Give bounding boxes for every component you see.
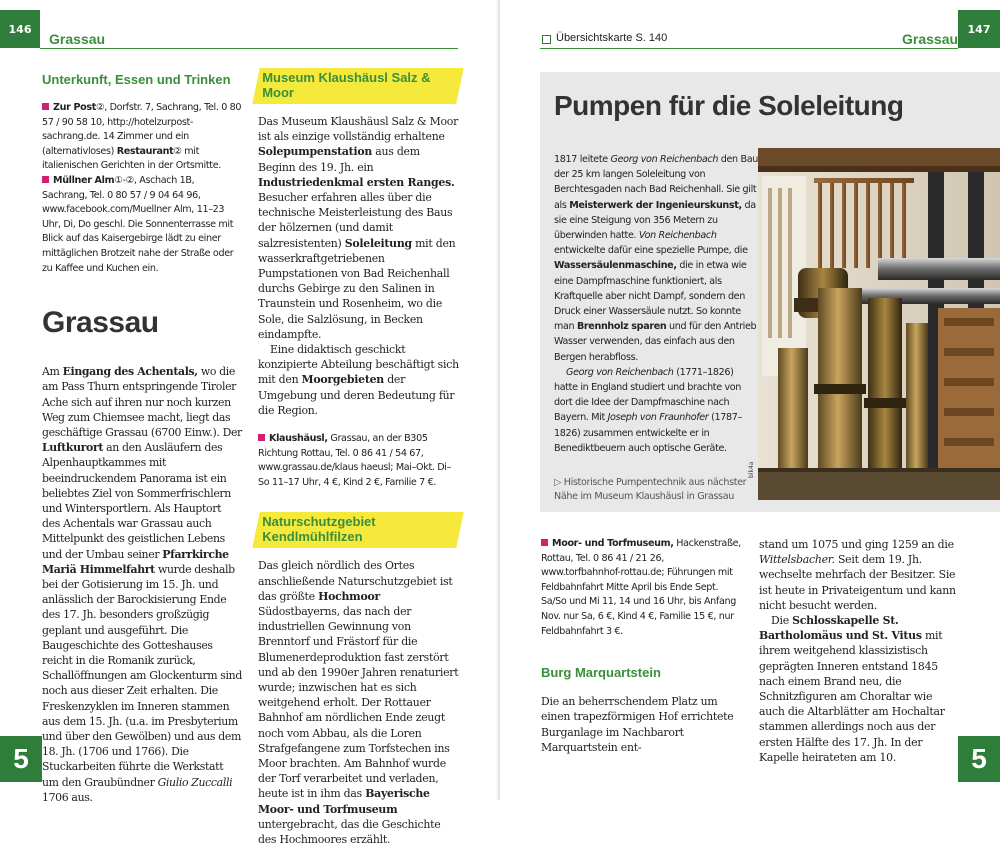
photo-credit: blk4a [748, 461, 755, 478]
moor-museum-info: Moor- und Torfmuseum, Hackenstraße, Rottau, Tel. 0 86 41 / 21 26, www.torfbahnhof-rottau.de; Führungen mit Feldbahnfahrt Mitte April bis Ende Sept. Sa/So und Mi 11, 14 und 16 Uhr, bis Anfang Nov. nur Sa, 6 €, Kind 4 €, Familie 15 €, nur Feldbahnfahrt 3 €. [541, 538, 741, 637]
caption-arrow-icon: ▷ [554, 477, 562, 488]
accommodation-entry-muellner-alm: Müllner Alm①-②, Aschach 1B, Sachrang, Tel. 0 80 57 / 9 04 64 96, www.facebook.com/Muellner Alm, 11–23 Uhr, Di, Do geschl. Die Sonnenterrasse mit Blick auf das Kaisergebirge lädt zu einer mittäglichen Brotzeit nahe der Straße oder zu Kaffee und Kuchen ein. [42, 174, 234, 274]
grassau-text: Am Eingang des Achentals, wo die am Pass Thurn entspringende Tiroler Ache sich auf ihren nur noch kurzen Weg zum Chiemsee macht, liegt das geschäftige Grassau (6700 Einw.). Der Luftkurort an den Ausläufern des Alpenhauptkammes mit beeindruckendem Panorama ist ein beliebtes Ziel von Sommerfrischlern und Wintersportlern. Als Hauptort des Achentals war Grassau auch Mittelpunkt des geistlichen Lebens und der Umbau seiner Pfarrkirche Mariä Himmelfahrt wurde deshalb bei der Gotisierung im 15. Jh. und anlässlich der Barockisierung Ende des 17. Jh. besonders großzügig geplant und ausgeführt. Die Baugeschichte des Gotteshauses reicht in die Romanik zurück, Schallöffnungen am Glockenturm sind noch aus dieser Zeit erhalten. Die Freskenzyklen im Inneren stammen aus dem 15. Jh. (u.a. im Presbyterium und über den Gewölben) und aus dem 18. Jh. (1706 und 1766). Die Stuckarbeiten führte die Werkstatt um den Graubündner Giulio Zuccalli 1706 aus. [42, 365, 242, 804]
header-rule-right [540, 48, 958, 49]
pump-machinery-illustration [758, 148, 1000, 500]
info-box-text: 1817 leitete Georg von Reichenbach den Bau der 25 km langen Soleleitung von Berchtesgaden nach Bad Reichenhall. Sie gilt als Meisterwerk der Ingenieurskunst, da sie eine Steigung von 356 Metern zu überwinden hatte. Von Reichenbach entwickelte dafür eine spezielle Pumpe, die Wassersäulenmaschine, die in etwa wie eine Dampfmaschine funktioniert, als Kraftquelle aber nicht Dampf, sondern den Druck einer Wassersäule nutzt. So konnte man Brennholz sparen und für den Antrieb Wasser verwenden, das einfach aus den Bergen herabfloss. [554, 154, 758, 363]
info-box-text-2: Georg von Reichenbach (1771–1826) hatte in England studiert und brachte von dort die Idee der Dampfmaschine nach Bayern. Mit Joseph von Fraunhofer (1787–1826) zusammen entwickelte er in Benediktbeuern auch optische Geräte. [554, 366, 742, 454]
nature-heading: Naturschutzgebiet Kendlmühlfilzen [262, 514, 376, 545]
grassau-heading: Grassau [42, 306, 159, 340]
museum-text-2: Eine didaktisch geschickt konzipierte Abteilung beschäftigt sich mit den Moorgebieten der Umgebung und deren Bedeutung für die Region. [258, 343, 459, 417]
chapter-marker-left: 5 [0, 736, 42, 782]
page-number-right: 147 [958, 10, 1000, 48]
museum-heading-highlight [252, 68, 464, 104]
burg-text-continued: stand um 1075 und ging 1259 an die Wittelsbacher. Seit dem 19. Jh. wechselte mehrfach der Besitzer. Sie ist heute in Privateigentum und kann nicht besucht werden. [759, 538, 956, 612]
chapel-text: Die Schlosskapelle St. Bartholomäus und St. Vitus mit ihrem weitgehend klassizistisch geprägten Inneren entstand 1845 nach einem Brand neu, die Schnitzfiguren am Choraltar wie auch die Altarblätter am Hochaltar stammen allerdings noch aus der ersten Hälfte des 17. Jh. In der Kapelle heirateten am 10. [759, 614, 945, 764]
map-ref-icon [542, 35, 551, 44]
left-column-1 [42, 72, 242, 805]
bullet-square-icon [541, 539, 548, 546]
bullet-square-icon [42, 176, 49, 183]
map-reference: Übersichtskarte S. 140 [556, 32, 668, 44]
accommodation-heading: Unterkunft, Essen und Trinken [42, 72, 231, 87]
photo-caption: ▷ Historische Pumpentechnik aus nächster Nähe im Museum Klaushäusl in Grassau [554, 477, 747, 502]
page-number-left: 146 [0, 10, 40, 48]
left-column-2 [258, 68, 460, 847]
museum-info: Klaushäusl, Grassau, an der B305 Richtung Rottau, Tel. 0 86 41 / 54 67, www.grassau.de/klaus haeusl; Mai–Okt. Di–So 11–17 Uhr, 4 €, Kind 2 €, Familie 7 €. [258, 433, 452, 488]
burg-heading: Burg Marquartstein [541, 665, 661, 681]
right-column-2 [759, 537, 961, 765]
nature-text: Das gleich nördlich des Ortes anschließende Naturschutzgebiet ist das größte Hochmoor Südostbayerns, das nach der industriellen Gewinnung von Brenntorf und Frästorf für die Blumenerdeproduktion fast zerstört und ab den 1990er Jahren renaturiert wurde; inzwischen hat es sich weitgehend erholt. Der Rottauer Bahnhof am nördlichen Ende zeugt noch vom Abbau, als die Loren Strafgefangene zum Torfstechen ins Moor brachten. Am Bahnhof wurde der Torf verarbeitet und verladen, heute ist in ihm das Bayerische Moor- und Torfmuseum untergebracht, das die Geschichte des Hochmoores erzählt. [258, 559, 459, 847]
chapter-marker-right: 5 [958, 736, 1000, 782]
header-rule-left [40, 48, 458, 49]
bullet-square-icon [258, 434, 265, 441]
nature-heading-highlight [252, 512, 464, 548]
bullet-square-icon [42, 103, 49, 110]
pump-photo [758, 148, 1000, 500]
burg-text: Die an beherrschendem Platz um einen trapezförmigen Hof errichtete Burganlage im Nachbarort Marquartstein ent- [541, 695, 734, 754]
accommodation-entry-zur-post: Zur Post②, Dorfstr. 7, Sachrang, Tel. 0 80 57 / 90 58 10, http://hotelzurpost-sachrang.de. 14 Zimmer und ein (alternativloses) Restaurant② mit italienischen Gerichten in der Ortsmitte. [42, 102, 242, 172]
museum-heading: Museum Klaushäusl Salz & Moor [262, 70, 431, 100]
museum-text: Das Museum Klaushäusl Salz & Moor ist als einzige vollständig erhaltene Solepumpenstation aus dem Beginn des 19. Jh. ein Industriedenkmal ersten Ranges. Besucher erfahren alles über die technische Meisterleistung des Baus der hölzernen (und damit salzresistenten) Soleleitung mit den wasserkraftgetriebenen Pumpstationen von Bad Reichenhall durchs Gebirge zu den Salinen in Traunstein und Rosenheim, wo die Sole, die Salzlösung, in Becken eindampfte. [258, 115, 459, 341]
running-title-right: Grassau [902, 31, 959, 47]
running-title-left: Grassau [49, 31, 106, 47]
info-box-text-col [554, 152, 758, 456]
right-column-1 [541, 537, 743, 755]
info-box-heading: Pumpen für die Soleleitung [554, 90, 904, 121]
